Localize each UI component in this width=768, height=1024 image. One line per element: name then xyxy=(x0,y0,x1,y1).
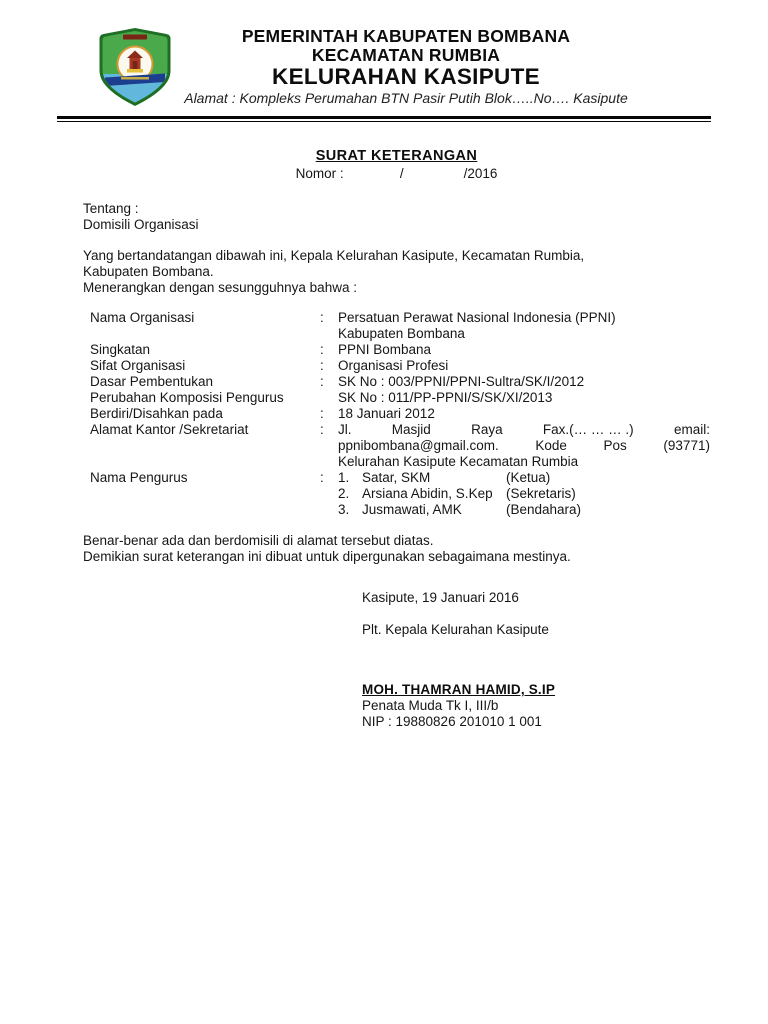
letterhead-address: Alamat : Kompleks Perumahan BTN Pasir Putih Blok…..No…. Kasipute xyxy=(184,90,628,106)
member-number: 2. xyxy=(338,486,350,501)
document-title: SURAT KETERANGAN xyxy=(315,148,478,164)
member-role: (Ketua) xyxy=(506,470,551,485)
detail-colon xyxy=(320,390,338,406)
detail-value: SK No : 011/PP-PPNI/S/SK/XI/2013 xyxy=(338,390,553,405)
pengurus-list xyxy=(338,470,710,518)
signature-nip: NIP : 19880826 201010 1 001 xyxy=(362,714,542,729)
address-line-1 xyxy=(338,422,710,438)
intro-line-2: Kabupaten Bombana. xyxy=(83,264,214,279)
member-role: (Bendahara) xyxy=(506,502,582,517)
address-word: Jl. xyxy=(338,422,352,437)
address-line-2 xyxy=(338,438,710,454)
detail-value: 18 Januari 2012 xyxy=(338,406,435,421)
detail-colon: : xyxy=(320,470,324,485)
detail-colon: : xyxy=(320,310,324,325)
member-role: (Sekretaris) xyxy=(506,486,576,501)
detail-colon: : xyxy=(320,342,324,357)
bombana-regency-seal-icon xyxy=(96,27,174,107)
closing-line-1: Benar-benar ada dan berdomisili di alamat tersebut diatas. xyxy=(83,533,434,548)
subject-value: Domisili Organisasi xyxy=(83,217,199,232)
detail-value-line: Kabupaten Bombana xyxy=(338,326,465,341)
detail-colon: : xyxy=(320,406,324,421)
signature-spacer xyxy=(362,606,710,622)
detail-row-perubahan-komposisi xyxy=(90,390,710,406)
title-block xyxy=(83,148,710,182)
detail-label: Sifat Organisasi xyxy=(90,358,186,373)
detail-label: Berdiri/Disahkan pada xyxy=(90,406,223,421)
detail-row-nama-pengurus xyxy=(90,470,710,518)
signature-rank: Penata Muda Tk I, III/b xyxy=(362,698,499,713)
detail-value: SK No : 003/PPNI/PPNI-Sultra/SK/I/2012 xyxy=(338,374,585,389)
pengurus-member xyxy=(338,486,710,502)
detail-colon: : xyxy=(320,374,324,389)
closing-line-2: Demikian surat keterangan ini dibuat untuk dipergunakan sebagaimana mestinya. xyxy=(83,549,571,564)
signature-title: Plt. Kepala Kelurahan Kasipute xyxy=(362,622,549,637)
pengurus-member xyxy=(338,502,710,518)
letterhead-government-line: PEMERINTAH KABUPATEN BOMBANA xyxy=(241,26,571,46)
signature-name: MOH. THAMRAN HAMID, S.IP xyxy=(362,682,556,697)
signature-block xyxy=(362,590,710,730)
subject-block xyxy=(83,201,710,233)
letterhead xyxy=(0,0,768,111)
member-number: 1. xyxy=(338,470,350,485)
document-number-line: Nomor : / /2016 xyxy=(295,166,498,181)
detail-value: PPNI Bombana xyxy=(338,342,432,357)
detail-row-dasar-pembentukan xyxy=(90,374,710,390)
detail-row-nama-organisasi xyxy=(90,310,710,342)
member-name: Jusmawati, AMK xyxy=(362,502,462,517)
signature-place-date: Kasipute, 19 Januari 2016 xyxy=(362,590,519,605)
address-word: Fax.(… … … .) xyxy=(542,422,634,437)
address-word: Pos xyxy=(603,438,627,453)
member-name: Arsiana Abidin, S.Kep xyxy=(362,486,493,501)
member-number: 3. xyxy=(338,502,350,517)
intro-paragraph xyxy=(83,248,710,296)
detail-value: Organisasi Profesi xyxy=(338,358,449,373)
detail-colon: : xyxy=(320,358,324,373)
detail-colon: : xyxy=(320,422,324,437)
address-word: Masjid xyxy=(391,422,431,437)
detail-label: Singkatan xyxy=(90,342,151,357)
subject-label: Tentang : xyxy=(83,201,139,216)
detail-value xyxy=(338,310,710,342)
pengurus-member xyxy=(338,470,710,486)
intro-line-3: Menerangkan dengan sesungguhnya bahwa : xyxy=(83,280,357,295)
detail-row-alamat-kantor xyxy=(90,422,710,470)
address-word: email: xyxy=(673,422,710,437)
closing-paragraph xyxy=(83,533,710,565)
member-name: Satar, SKM xyxy=(362,470,431,485)
detail-value-line: Persatuan Perawat Nasional Indonesia (PPNI) xyxy=(338,310,616,325)
address-word: Raya xyxy=(471,422,503,437)
address-word: (93771) xyxy=(663,438,710,453)
address-word: ppnibombana@gmail.com. xyxy=(338,438,499,453)
detail-label: Alamat Kantor /Sekretariat xyxy=(90,422,249,437)
letter-body xyxy=(0,148,768,730)
detail-value-address xyxy=(338,422,710,470)
letterhead-village-line: KELURAHAN KASIPUTE xyxy=(272,64,540,89)
letterhead-district-line: KECAMATAN RUMBIA xyxy=(311,45,501,65)
detail-row-singkatan xyxy=(90,342,710,358)
intro-line-1: Yang bertandatangan dibawah ini, Kepala Kelurahan Kasipute, Kecamatan Rumbia, xyxy=(83,248,585,263)
detail-label: Perubahan Komposisi Pengurus xyxy=(90,390,284,405)
detail-row-berdiri-disahkan xyxy=(90,406,710,422)
detail-label: Dasar Pembentukan xyxy=(90,374,214,389)
detail-row-sifat-organisasi xyxy=(90,358,710,374)
organization-details xyxy=(83,310,710,518)
address-word: Kode xyxy=(535,438,567,453)
detail-label: Nama Pengurus xyxy=(90,470,188,485)
detail-label: Nama Organisasi xyxy=(90,310,195,325)
letterhead-divider xyxy=(57,116,711,122)
address-line-3: Kelurahan Kasipute Kecamatan Rumbia xyxy=(338,454,579,469)
